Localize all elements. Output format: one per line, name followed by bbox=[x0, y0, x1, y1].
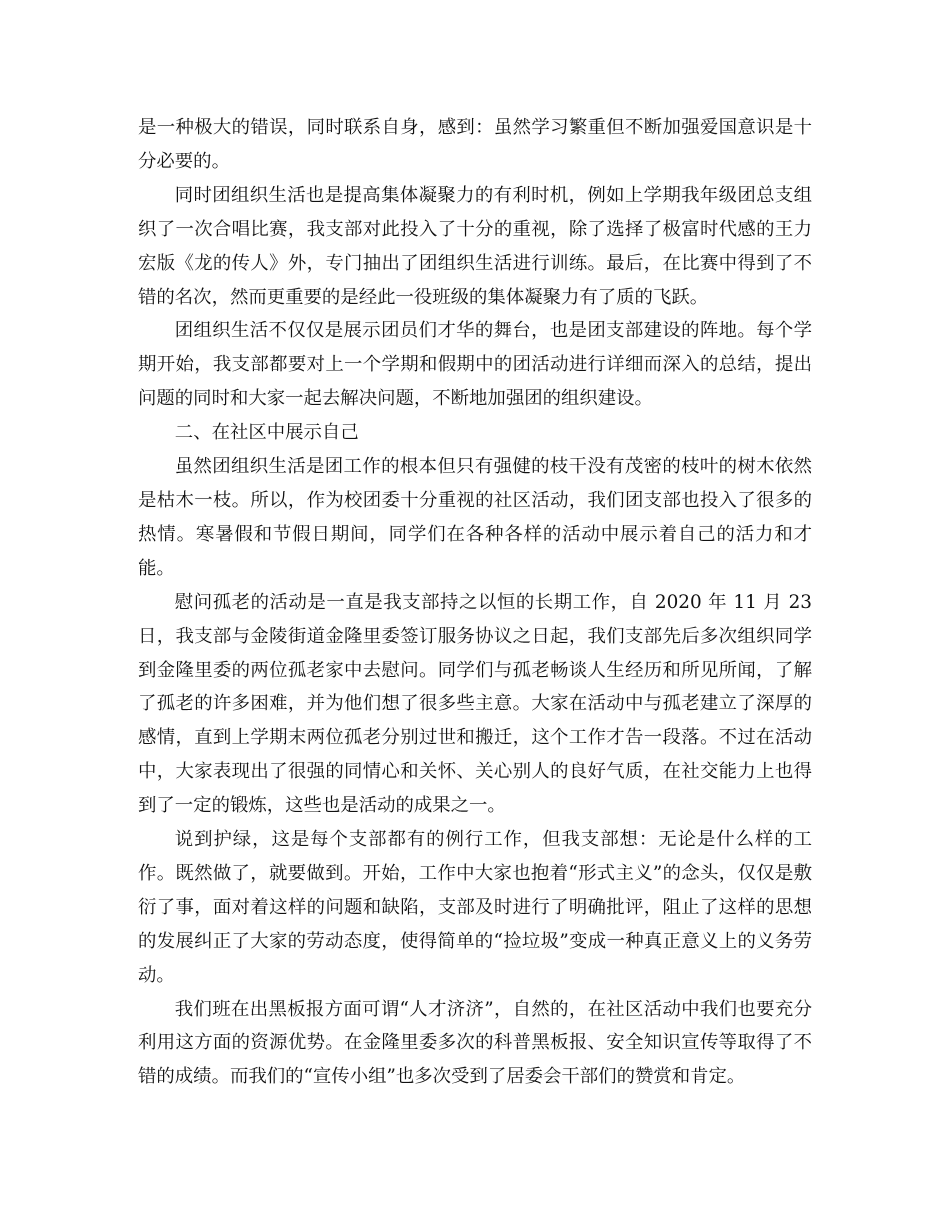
document-body bbox=[138, 111, 812, 1094]
section-heading: 二、在社区中展示自己 bbox=[174, 422, 359, 444]
paragraph-community-activities: 虽然团组织生活是团工作的根本但只有强健的枝干没有茂密的枝叶的树木依然是枯木一枝。所以，作为校团委十分重视的社区活动，我们团支部也投入了很多的热情。寒暑假和节假日期间，同学们在各种各样的活动中展示着自己的活力和才能。 bbox=[138, 456, 812, 579]
paragraph-green-care: 说到护绿，这是每个支部都有的例行工作，但我支部想：无论是什么样的工作。既然做了，就要做到。开始，工作中大家也抱着“形式主义”的念头，仅仅是敷衍了事，面对着这样的问题和缺陷，支部及时进行了明确批评，阻止了这样的思想的发展纠正了大家的劳动态度，使得简单的“捡垃圾”变成一种真正意义上的义务劳动。 bbox=[138, 829, 812, 986]
paragraph-blackboard: 我们班在出黑板报方面可谓“人才济济”，自然的，在社区活动中我们也要充分利用这方面的资源优势。在金隆里委多次的科普黑板报、安全知识宣传等取得了不错的成绩。而我们的“宣传小组”也多次受到了居委会干部们的赞赏和肯定。 bbox=[138, 998, 812, 1088]
paragraph-elderly-visits: 慰问孤老的活动是一直是我支部持之以恒的长期工作，自 2020 年 11 月 23 日，我支部与金陵街道金隆里委签订服务协议之日起，我们支部先后多次组织同学到金隆里委的两位孤老家中去慰问。同学们与孤老畅谈人生经历和所见所闻，了解了孤老的许多困难，并为他们想了很多些主意。大家在活动中与孤老建立了深厚的感情，直到上学期末两位孤老分别过世和搬迁，这个工作才告一段落。不过在活动中，大家表现出了很强的同情心和关怀、关心别人的良好气质，在社交能力上也得到了一定的锻炼，这些也是活动的成果之一。 bbox=[138, 591, 812, 817]
paragraph-organization-building: 团组织生活不仅仅是展示团员们才华的舞台，也是团支部建设的阵地。每个学期开始，我支部都要对上一个学期和假期中的团活动进行详细而深入的总结，提出问题的同时和大家一起去解决问题，不断地加强团的组织建设。 bbox=[138, 320, 812, 410]
paragraph-continued: 是一种极大的错误，同时联系自身，感到：虽然学习繁重但不断加强爱国意识是十分必要的。 bbox=[138, 117, 812, 172]
paragraph-choir-contest: 同时团组织生活也是提高集体凝聚力的有利时机，例如上学期我年级团总支组织了一次合唱比赛，我支部对此投入了十分的重视，除了选择了极富时代感的王力宏版《龙的传人》外，专门抽出了团组织生活进行训练。最后，在比赛中得到了不错的名次，然而更重要的是经此一役班级的集体凝聚力有了质的飞跃。 bbox=[138, 184, 812, 308]
